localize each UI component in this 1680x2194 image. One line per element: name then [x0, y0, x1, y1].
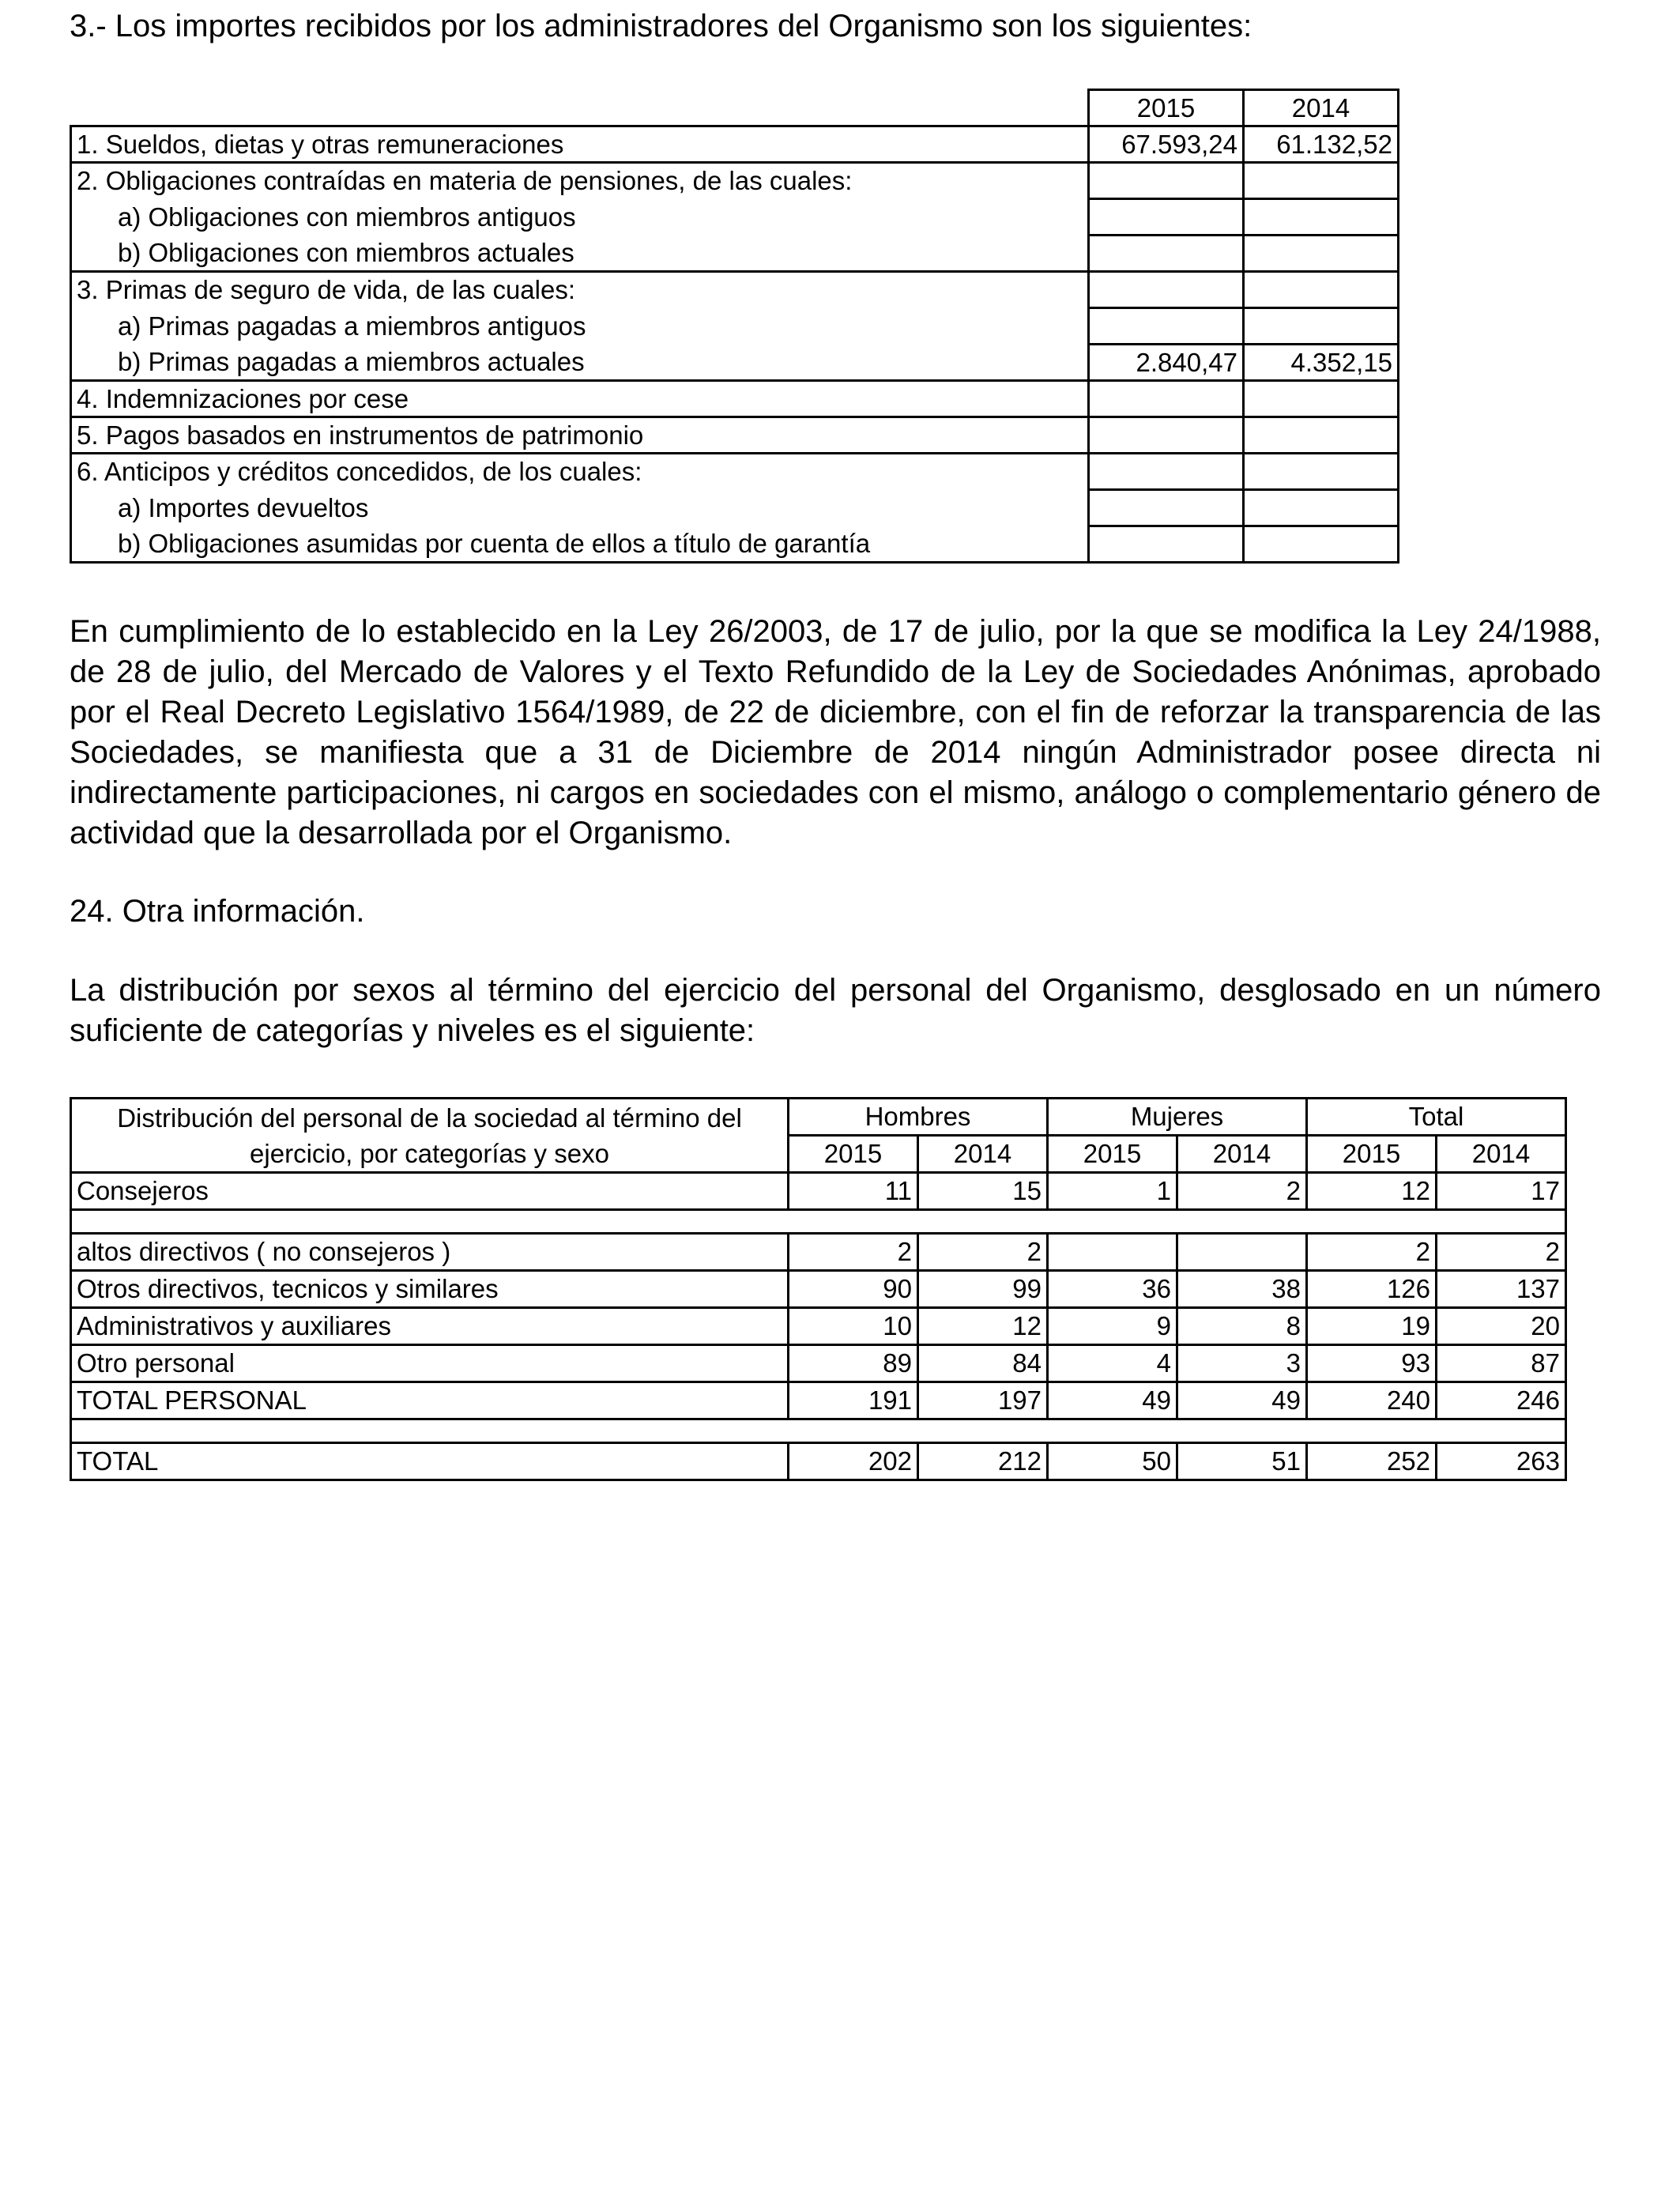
table-row — [71, 526, 1399, 563]
value-2015 — [1089, 308, 1244, 345]
row-label: b) Obligaciones asumidas por cuenta de ellos a título de garantía — [71, 526, 1089, 563]
year-header: 2014 — [1177, 1136, 1307, 1173]
administrators-remuneration-table — [70, 89, 1399, 564]
table-row — [71, 272, 1399, 308]
row-value: 202 — [789, 1443, 918, 1480]
staff-distribution-table — [70, 1097, 1567, 1481]
year-header: 2014 — [1437, 1136, 1566, 1173]
row-label: TOTAL — [71, 1443, 789, 1480]
spacer-row — [71, 1419, 1566, 1443]
row-value: 19 — [1307, 1308, 1437, 1345]
row-label: Consejeros — [71, 1173, 789, 1210]
value-2014 — [1244, 163, 1399, 199]
staff-distribution-intro: La distribución por sexos al término del ejercicio del personal del Organismo, desglosado en un número suficiente de categorías y niveles es el siguiente: — [70, 973, 1601, 1048]
table-row — [71, 345, 1399, 381]
row-value: 2 — [789, 1234, 918, 1271]
value-2015 — [1089, 381, 1244, 417]
table-row — [71, 381, 1399, 417]
table-row — [71, 1234, 1566, 1271]
header-spacer — [71, 90, 1089, 126]
row-value: 12 — [918, 1308, 1048, 1345]
spacer-cell — [71, 1419, 1566, 1443]
row-value: 49 — [1048, 1382, 1177, 1419]
row-value: 191 — [789, 1382, 918, 1419]
value-2015: 2.840,47 — [1089, 345, 1244, 381]
row-value: 2 — [1177, 1173, 1307, 1210]
value-2015 — [1089, 417, 1244, 454]
row-value: 4 — [1048, 1345, 1177, 1382]
value-2014 — [1244, 381, 1399, 417]
row-label: a) Importes devueltos — [71, 490, 1089, 526]
row-value: 2 — [1307, 1234, 1437, 1271]
value-2014 — [1244, 199, 1399, 236]
section-24-heading: 24. Otra información. — [70, 894, 365, 929]
spacer-row — [71, 1210, 1566, 1234]
value-2015 — [1089, 199, 1244, 236]
row-value: 10 — [789, 1308, 918, 1345]
row-value: 137 — [1437, 1271, 1566, 1308]
row-value: 246 — [1437, 1382, 1566, 1419]
value-2015 — [1089, 454, 1244, 490]
value-2014 — [1244, 236, 1399, 272]
spacer-cell — [71, 1210, 1566, 1234]
category-header: Distribución del personal de la sociedad al término del ejercicio, por categorías y sexo — [71, 1099, 789, 1173]
table-row — [71, 1345, 1566, 1382]
row-value: 2 — [918, 1234, 1048, 1271]
row-value: 51 — [1177, 1443, 1307, 1480]
table-header-row — [71, 90, 1399, 126]
row-value: 90 — [789, 1271, 918, 1308]
row-label: 4. Indemnizaciones por cese — [71, 381, 1089, 417]
row-value: 3 — [1177, 1345, 1307, 1382]
row-value: 38 — [1177, 1271, 1307, 1308]
table-row — [71, 1308, 1566, 1345]
row-value: 17 — [1437, 1173, 1566, 1210]
table-row — [71, 126, 1399, 163]
year-header: 2015 — [1048, 1136, 1177, 1173]
table-row — [71, 236, 1399, 272]
value-2014 — [1244, 526, 1399, 563]
table-row — [71, 1173, 1566, 1210]
row-value: 15 — [918, 1173, 1048, 1210]
table-row — [71, 1271, 1566, 1308]
row-label: a) Obligaciones con miembros antiguos — [71, 199, 1089, 236]
row-value: 87 — [1437, 1345, 1566, 1382]
row-value: 89 — [789, 1345, 918, 1382]
value-2014: 61.132,52 — [1244, 126, 1399, 163]
row-label: 1. Sueldos, dietas y otras remuneraciones — [71, 126, 1089, 163]
row-value: 8 — [1177, 1308, 1307, 1345]
row-label: b) Primas pagadas a miembros actuales — [71, 345, 1089, 381]
row-value: 99 — [918, 1271, 1048, 1308]
row-label: altos directivos ( no consejeros ) — [71, 1234, 789, 1271]
value-2014 — [1244, 454, 1399, 490]
law-compliance-paragraph: En cumplimiento de lo establecido en la Ley 26/2003, de 17 de julio, por la que se modifica la Ley 24/1988, de 28 de julio, del Mercado de Valores y el Texto Refundido de la Ley de Sociedades Anónimas, aprobado por el Real Decreto Legislativo 1564/1989, de 22 de diciembre, con el fin de reforzar la transparencia de las Sociedades, se manifiesta que a 31 de Diciembre de 2014 ningún Administrador posee directa ni indirectamente participaciones, ni cargos en sociedades con el mismo, análogo o complementario género de actividad que la desarrollada por el Organismo. — [70, 614, 1601, 850]
table-row — [71, 308, 1399, 345]
table-row — [71, 490, 1399, 526]
value-2014 — [1244, 308, 1399, 345]
row-value: 20 — [1437, 1308, 1566, 1345]
year-header: 2015 — [1089, 90, 1244, 126]
value-2015 — [1089, 163, 1244, 199]
row-label: 5. Pagos basados en instrumentos de patrimonio — [71, 417, 1089, 454]
row-label: 6. Anticipos y créditos concedidos, de los cuales: — [71, 454, 1089, 490]
value-2015 — [1089, 272, 1244, 308]
table-row — [71, 417, 1399, 454]
row-label: TOTAL PERSONAL — [71, 1382, 789, 1419]
group-header: Mujeres — [1048, 1099, 1307, 1136]
row-value: 49 — [1177, 1382, 1307, 1419]
row-value: 126 — [1307, 1271, 1437, 1308]
year-header: 2015 — [789, 1136, 918, 1173]
row-value: 9 — [1048, 1308, 1177, 1345]
row-value — [1177, 1234, 1307, 1271]
year-header: 2014 — [1244, 90, 1399, 126]
row-label: b) Obligaciones con miembros actuales — [71, 236, 1089, 272]
year-header: 2015 — [1307, 1136, 1437, 1173]
row-value: 252 — [1307, 1443, 1437, 1480]
row-value: 212 — [918, 1443, 1048, 1480]
row-label: Otro personal — [71, 1345, 789, 1382]
row-label: 2. Obligaciones contraídas en materia de pensiones, de las cuales: — [71, 163, 1089, 199]
row-value: 1 — [1048, 1173, 1177, 1210]
table-row — [71, 1382, 1566, 1419]
value-2014 — [1244, 417, 1399, 454]
row-value: 2 — [1437, 1234, 1566, 1271]
table-row — [71, 199, 1399, 236]
group-header-row — [71, 1099, 1566, 1136]
row-label: a) Primas pagadas a miembros antiguos — [71, 308, 1089, 345]
row-value: 36 — [1048, 1271, 1177, 1308]
row-value: 240 — [1307, 1382, 1437, 1419]
row-value: 93 — [1307, 1345, 1437, 1382]
row-value: 84 — [918, 1345, 1048, 1382]
value-2014: 4.352,15 — [1244, 345, 1399, 381]
table-row — [71, 454, 1399, 490]
value-2015 — [1089, 236, 1244, 272]
value-2015 — [1089, 526, 1244, 563]
row-value: 263 — [1437, 1443, 1566, 1480]
row-value: 50 — [1048, 1443, 1177, 1480]
section-3-heading: 3.- Los importes recibidos por los administradores del Organismo son los siguientes: — [70, 9, 1252, 43]
row-label: Otros directivos, tecnicos y similares — [71, 1271, 789, 1308]
row-label: Administrativos y auxiliares — [71, 1308, 789, 1345]
table-row — [71, 163, 1399, 199]
table-row — [71, 1443, 1566, 1480]
year-header: 2014 — [918, 1136, 1048, 1173]
value-2015: 67.593,24 — [1089, 126, 1244, 163]
group-header: Hombres — [789, 1099, 1048, 1136]
row-value: 197 — [918, 1382, 1048, 1419]
row-value — [1048, 1234, 1177, 1271]
value-2014 — [1244, 272, 1399, 308]
value-2015 — [1089, 490, 1244, 526]
value-2014 — [1244, 490, 1399, 526]
group-header: Total — [1307, 1099, 1566, 1136]
row-value: 11 — [789, 1173, 918, 1210]
row-label: 3. Primas de seguro de vida, de las cuales: — [71, 272, 1089, 308]
row-value: 12 — [1307, 1173, 1437, 1210]
